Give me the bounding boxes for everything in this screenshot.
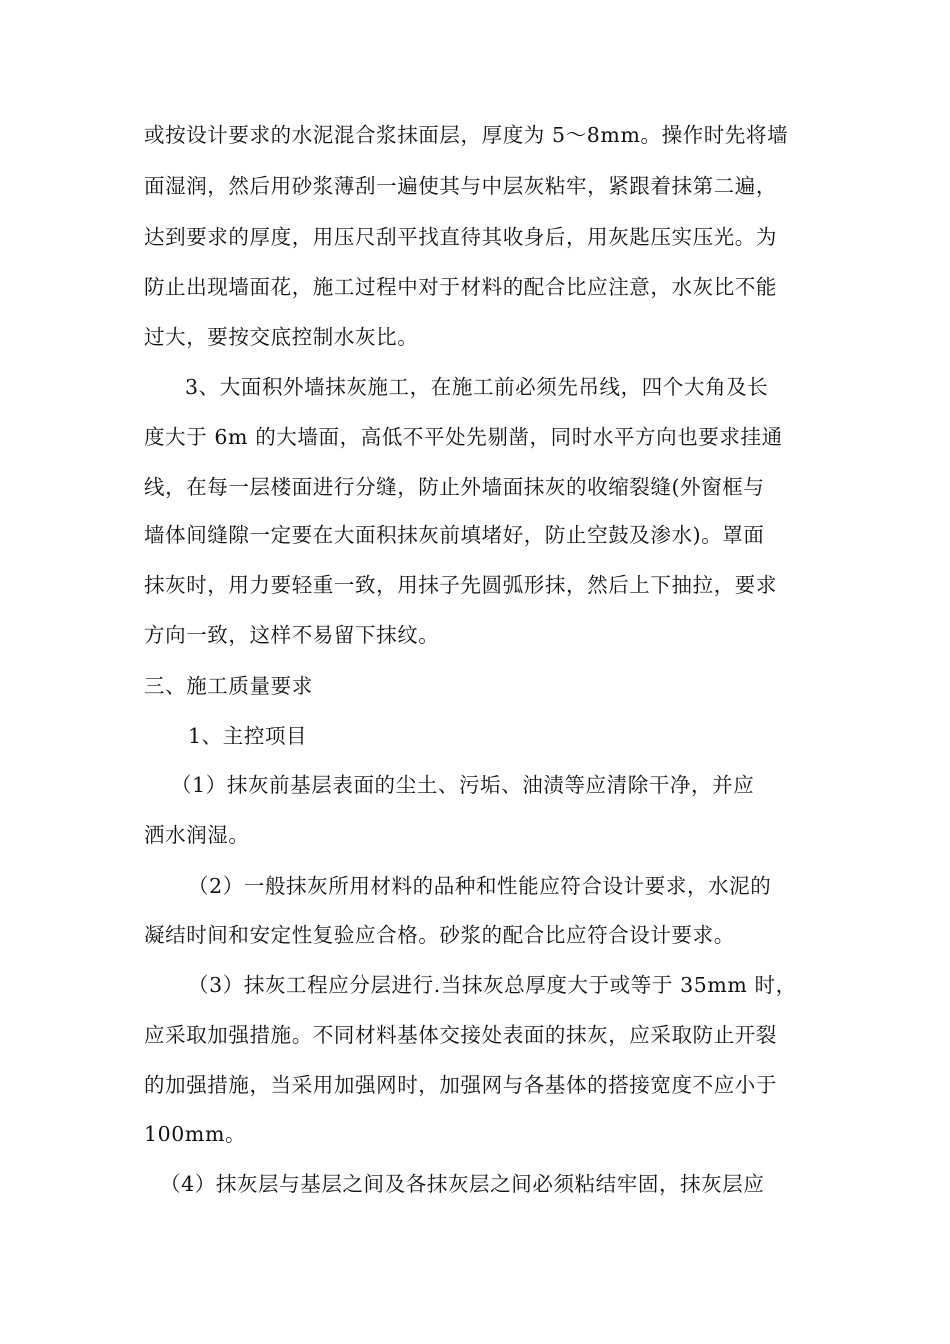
text-line: （1）抹灰前基层表面的尘土、污垢、油渍等应清除干净，并应 (171, 773, 755, 797)
subsection-heading: 1、主控项目 (188, 724, 308, 748)
text-line: 或按设计要求的水泥混合浆抹面层，厚度为 5～8mm。操作时先将墙 (144, 123, 789, 147)
section-heading: 三、施工质量要求 (144, 674, 313, 698)
text-line: 的加强措施，当采用加强网时，加强网与各基体的搭接宽度不应小于 (144, 1073, 777, 1097)
text-line: （3）抹灰工程应分层进行.当抹灰总厚度大于或等于 35mm 时， (188, 973, 797, 997)
text-line: （2）一般抹灰所用材料的品种和性能应符合设计要求，水泥的 (188, 874, 772, 898)
text-line: 防止出现墙面花，施工过程中对于材料的配合比应注意，水灰比不能 (144, 275, 777, 299)
text-line: 100mm。 (144, 1122, 247, 1146)
text-line: 面湿润，然后用砂浆薄刮一遍使其与中层灰粘牢，紧跟着抹第二遍， (144, 174, 777, 198)
text-line: 凝结时间和安定性复验应合格。砂浆的配合比应符合设计要求。 (144, 923, 735, 947)
text-line: 洒水润湿。 (144, 823, 250, 847)
text-line: 墙体间缝隙一定要在大面积抹灰前填堵好，防止空鼓及渗水)。罩面 (144, 523, 765, 547)
text-line: 线，在每一层楼面进行分缝，防止外墙面抹灰的收缩裂缝(外窗框与 (144, 475, 765, 499)
text-line: 过大，要按交底控制水灰比。 (144, 325, 419, 349)
text-line: 达到要求的厚度，用压尺刮平找直待其收身后，用灰匙压实压光。为 (144, 225, 777, 249)
text-line: 应采取加强措施。不同材料基体交接处表面的抹灰，应采取防止开裂 (144, 1023, 777, 1047)
text-line: 度大于 6m 的大墙面，高低不平处先剔凿，同时水平方向也要求挂通 (144, 425, 783, 449)
text-line: 抹灰时，用力要轻重一致，用抹子先圆弧形抹，然后上下抽拉，要求 (144, 573, 777, 597)
text-line: 3、大面积外墙抹灰施工，在施工前必须先吊线，四个大角及长 (185, 375, 769, 399)
text-line: （4）抹灰层与基层之间及各抹灰层之间必须粘结牢固，抹灰层应 (160, 1172, 765, 1196)
text-line: 方向一致，这样不易留下抹纹。 (144, 623, 440, 647)
